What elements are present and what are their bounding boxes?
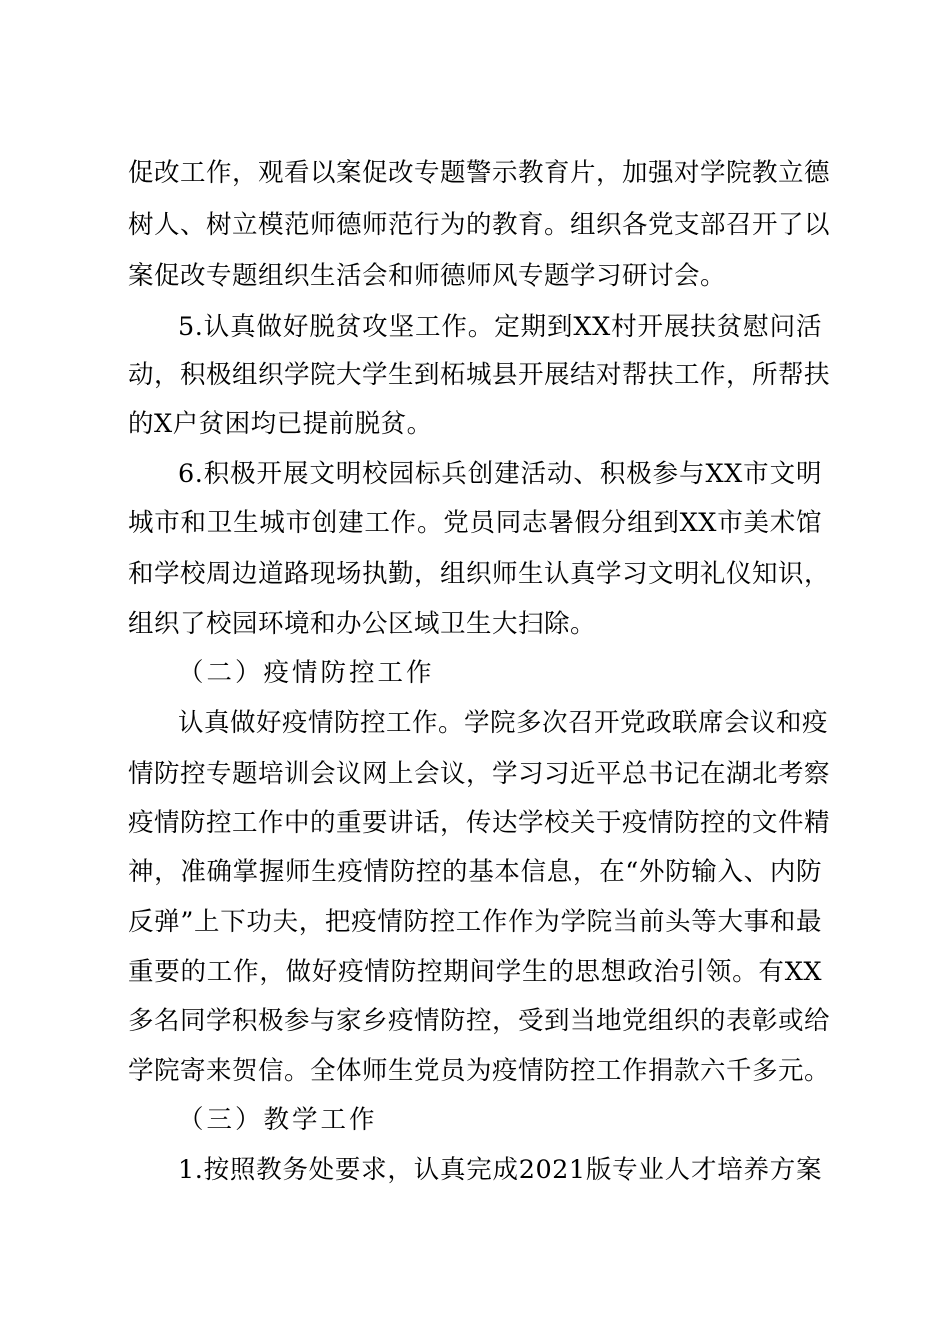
text-line: 的X户贫困均已提前脱贫。 (128, 409, 433, 439)
text-line: 认真做好疫情防控工作。学院多次召开党政联席会议和疫 (178, 708, 829, 738)
section-heading: （二）疫情防控工作 (178, 658, 435, 688)
text-line: 案促改专题组织生活会和师德师风专题学习研讨会。 (128, 261, 727, 291)
text-line: 1.按照教务处要求，认真完成2021版专业人才培养方案 (178, 1155, 822, 1185)
text-line: 疫情防控工作中的重要讲话，传达学校关于疫情防控的文件精 (128, 808, 831, 838)
text-line: 6.积极开展文明校园标兵创建活动、积极参与XX市文明 (178, 459, 822, 489)
text-line: 和学校周边道路现场执勤，组织师生认真学习文明礼仪知识， (128, 559, 831, 589)
text-line: 树人、树立模范师德师范行为的教育。组织各党支部召开了以 (128, 210, 831, 240)
text-line: 重要的工作，做好疫情防控期间学生的思想政治引领。有XX (128, 957, 822, 987)
text-line: 5.认真做好脱贫攻坚工作。定期到XX村开展扶贫慰问活 (178, 312, 822, 342)
text-line: 情防控专题培训会议网上会议，学习习近平总书记在湖北考察 (128, 759, 831, 789)
text-line: 反弹”上下功夫，把疫情防控工作作为学院当前头等大事和最 (128, 907, 822, 937)
section-heading: （三）教学工作 (178, 1105, 378, 1135)
text-line: 多名同学积极参与家乡疫情防控，受到当地党组织的表彰或给 (128, 1006, 831, 1036)
text-line: 城市和卫生城市创建工作。党员同志暑假分组到XX市美术馆 (128, 508, 822, 538)
text-line: 促改工作，观看以案促改专题警示教育片，加强对学院教立德 (128, 158, 831, 188)
text-line: 组织了校园环境和办公区域卫生大扫除。 (128, 609, 597, 639)
text-line: 神，准确掌握师生疫情防控的基本信息，在“外防输入、内防 (128, 857, 822, 887)
text-line: 动，积极组织学院大学生到柘城县开展结对帮扶工作，所帮扶 (128, 360, 831, 390)
text-line: 学院寄来贺信。全体师生党员为疫情防控工作捐款六千多元。 (128, 1056, 831, 1086)
